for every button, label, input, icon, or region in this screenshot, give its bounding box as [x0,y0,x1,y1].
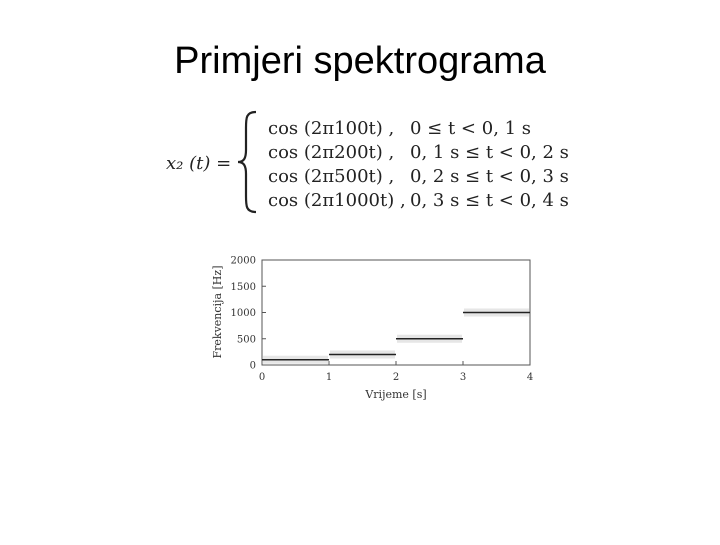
x-tick-label: 0 [258,372,266,383]
x-tick-label: 1 [325,372,333,383]
case-condition: 0, 2 s ≤ t < 0, 3 s [410,166,569,187]
case-expression: cos (2π200t) , [268,142,395,163]
case-condition: 0 ≤ t < 0, 1 s [410,118,532,139]
slide-title: Primjeri spektrograma [174,40,546,82]
y-tick-label: 500 [236,334,256,346]
y-axis-label: Frekvencija [Hz] [211,265,224,359]
x-axis-label: Vrijeme [s] [365,388,427,401]
case-expression: cos (2π100t) , [268,118,395,139]
y-tick-label: 0 [249,360,256,372]
x-tick-label: 3 [459,372,467,383]
y-tick-label: 1500 [230,281,256,293]
case-condition: 0, 3 s ≤ t < 0, 4 s [410,190,569,211]
y-tick-label: 2000 [230,255,256,267]
x-tick-label: 4 [526,372,534,383]
case-expression: cos (2π500t) , [268,166,395,187]
y-tick-label: 1000 [230,308,256,319]
formula-lhs: x₂ (t) = [166,153,232,174]
case-expression: cos (2π1000t) , [268,190,406,211]
case-condition: 0, 1 s ≤ t < 0, 2 s [410,142,569,163]
x-tick-label: 2 [392,372,400,383]
